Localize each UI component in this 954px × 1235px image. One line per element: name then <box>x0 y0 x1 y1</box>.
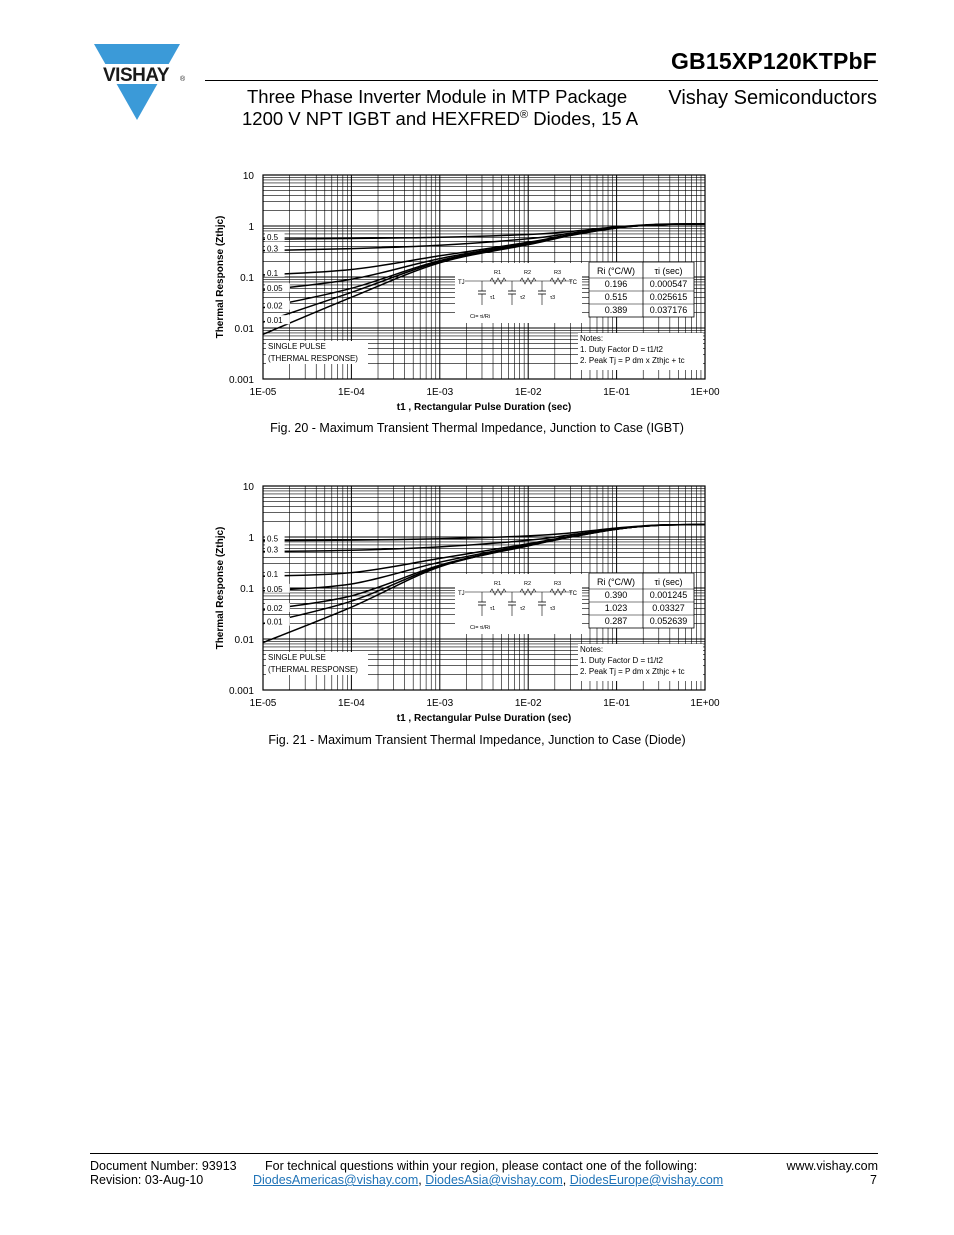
circuit-tc: TC <box>569 280 577 286</box>
y-tick-label: 0.01 <box>234 324 254 335</box>
subtitle-line2b: Diodes, 15 A <box>528 108 639 129</box>
circuit-tau-label: τ2 <box>520 606 526 612</box>
registered-mark: ® <box>519 108 529 121</box>
table-header: Ri (°C/W) <box>596 266 636 276</box>
circuit-tj: TJ <box>458 280 465 286</box>
circuit-r-label: R3 <box>554 270 562 276</box>
circuit-tau-label: τ3 <box>550 295 556 301</box>
x-tick-label: 1E-04 <box>338 698 365 709</box>
table-cell-ri: 0.390 <box>604 590 628 600</box>
x-tick-label: 1E-04 <box>338 387 365 398</box>
contact-emails <box>253 1173 723 1187</box>
table-header: τi (sec) <box>654 577 683 587</box>
circuit-r-label: R1 <box>494 270 502 276</box>
table-cell-tau: 0.037176 <box>649 305 688 315</box>
curve-labels <box>265 534 290 627</box>
x-tick-label: 1E-01 <box>603 387 630 398</box>
y-tick-label: 10 <box>242 171 254 182</box>
document-number: Document Number: 93913 <box>90 1159 237 1173</box>
note-line: 1. Duty Factor D = t1/t2 <box>580 656 663 665</box>
circuit-tau-label: τ3 <box>550 606 556 612</box>
chart-diode <box>205 479 735 724</box>
x-axis-label: t1 , Rectangular Pulse Duration (sec) <box>396 713 572 724</box>
table-cell-tau: 0.052639 <box>649 616 688 626</box>
curve-label: 0.01 <box>267 316 283 326</box>
single-pulse-label: SINGLE PULSE <box>268 342 326 351</box>
y-tick-label: 1 <box>248 533 254 544</box>
curve-label: 0.05 <box>267 584 283 594</box>
x-tick-label: 1E-05 <box>249 698 277 709</box>
curve-label: 0.5 <box>267 233 279 243</box>
part-number: GB15XP120KTPbF <box>670 48 877 74</box>
circuit-r-label: R3 <box>554 581 562 587</box>
brand-name: Vishay Semiconductors <box>668 87 877 109</box>
circuit-tau-label: τ2 <box>520 295 526 301</box>
circuit-tau-label: τ1 <box>490 295 496 301</box>
curve-label: 0.01 <box>267 617 283 627</box>
table-cell-ri: 0.515 <box>604 292 628 302</box>
circuit-tc: TC <box>569 591 577 597</box>
subtitle-line2 <box>242 108 638 130</box>
single-pulse-label: (THERMAL RESPONSE) <box>268 665 358 674</box>
table-cell-ri: 0.389 <box>604 305 628 315</box>
email-americas-link[interactable]: DiodesAmericas@vishay.com <box>253 1173 419 1187</box>
chart-igbt <box>205 168 735 413</box>
header-rule <box>205 80 878 81</box>
y-tick-label: 0.1 <box>240 584 254 595</box>
x-tick-label: 1E+00 <box>690 698 720 709</box>
note-line: 1. Duty Factor D = t1/t2 <box>580 345 663 354</box>
note-line: 2. Peak Tj = P dm x Zthjc + tc <box>580 667 685 676</box>
curve-label: 0.5 <box>267 534 279 544</box>
rc-table <box>589 573 694 628</box>
curve-label: 0.1 <box>267 570 279 580</box>
page-number: 7 <box>870 1173 877 1187</box>
table-cell-tau: 0.000547 <box>649 279 688 289</box>
subtitle-line1: Three Phase Inverter Module in MTP Package <box>247 86 628 107</box>
table-cell-tau: 0.03327 <box>652 603 685 613</box>
x-tick-label: 1E+00 <box>690 387 720 398</box>
table-cell-ri: 0.287 <box>604 616 628 626</box>
table-cell-tau: 0.025615 <box>649 292 688 302</box>
notes <box>578 333 703 370</box>
table-header: τi (sec) <box>654 266 683 276</box>
curve-label: 0.05 <box>267 284 283 294</box>
curve-label: 0.02 <box>267 604 283 614</box>
logo-text: VISHAY <box>103 65 169 86</box>
table-header: Ri (°C/W) <box>596 577 636 587</box>
note-line: 2. Peak Tj = P dm x Zthjc + tc <box>580 356 685 365</box>
x-axis-label: t1 , Rectangular Pulse Duration (sec) <box>396 402 572 413</box>
vishay-logo <box>90 44 184 120</box>
single-pulse-label: SINGLE PULSE <box>268 653 326 662</box>
circuit-r-label: R2 <box>524 581 532 587</box>
x-tick-label: 1E-02 <box>514 698 542 709</box>
curve-label: 0.1 <box>267 268 279 278</box>
circuit-tau-label: τ1 <box>490 606 496 612</box>
x-tick-label: 1E-03 <box>426 387 454 398</box>
y-tick-label: 0.001 <box>228 375 254 386</box>
note-line: Notes: <box>580 645 604 654</box>
figure-caption-diode: Fig. 21 - Maximum Transient Thermal Impedance, Junction to Case (Diode) <box>268 733 686 747</box>
email-separator: , <box>418 1173 426 1187</box>
figure-caption-igbt: Fig. 20 - Maximum Transient Thermal Impedance, Junction to Case (IGBT) <box>270 421 684 435</box>
y-tick-label: 10 <box>242 482 254 493</box>
circuit-ci-label: Ci= τi/Ri <box>470 625 491 631</box>
notes <box>578 644 703 681</box>
curve-label: 0.3 <box>267 244 279 254</box>
x-tick-label: 1E-05 <box>249 387 277 398</box>
curve-label: 0.3 <box>267 545 279 555</box>
x-tick-label: 1E-01 <box>603 698 630 709</box>
y-tick-label: 0.1 <box>240 273 254 284</box>
rc-circuit <box>455 574 582 634</box>
revision: Revision: 03-Aug-10 <box>90 1173 204 1187</box>
footer-rule <box>90 1153 878 1154</box>
logo-reg-mark: ® <box>180 76 186 83</box>
email-asia-link[interactable]: DiodesAsia@vishay.com <box>425 1173 563 1187</box>
x-tick-label: 1E-02 <box>514 387 542 398</box>
y-axis-label: Thermal Response (Zthjc) <box>215 215 226 339</box>
subtitle-line2a: 1200 V NPT IGBT and HEXFRED <box>242 108 520 129</box>
y-tick-label: 1 <box>248 222 254 233</box>
rc-circuit <box>455 263 582 323</box>
curve-label: 0.02 <box>267 301 283 311</box>
website-link[interactable]: www.vishay.com <box>786 1159 878 1173</box>
table-cell-tau: 0.001245 <box>649 590 688 600</box>
circuit-ci-label: Ci= τi/Ri <box>470 314 491 320</box>
table-cell-ri: 1.023 <box>604 603 628 613</box>
y-tick-label: 0.01 <box>234 635 254 646</box>
circuit-r-label: R1 <box>494 581 502 587</box>
email-separator: , <box>562 1173 570 1187</box>
x-tick-label: 1E-03 <box>426 698 454 709</box>
note-line: Notes: <box>580 334 604 343</box>
single-pulse-label: (THERMAL RESPONSE) <box>268 354 358 363</box>
y-axis-label: Thermal Response (Zthjc) <box>215 526 226 650</box>
circuit-r-label: R2 <box>524 270 532 276</box>
circuit-tj: TJ <box>458 591 465 597</box>
table-cell-ri: 0.196 <box>604 279 628 289</box>
y-tick-label: 0.001 <box>228 686 254 697</box>
email-europe-link[interactable]: DiodesEurope@vishay.com <box>569 1173 724 1187</box>
contact-text: For technical questions within your region, please contact one of the following: <box>265 1159 698 1173</box>
rc-table <box>589 262 694 317</box>
